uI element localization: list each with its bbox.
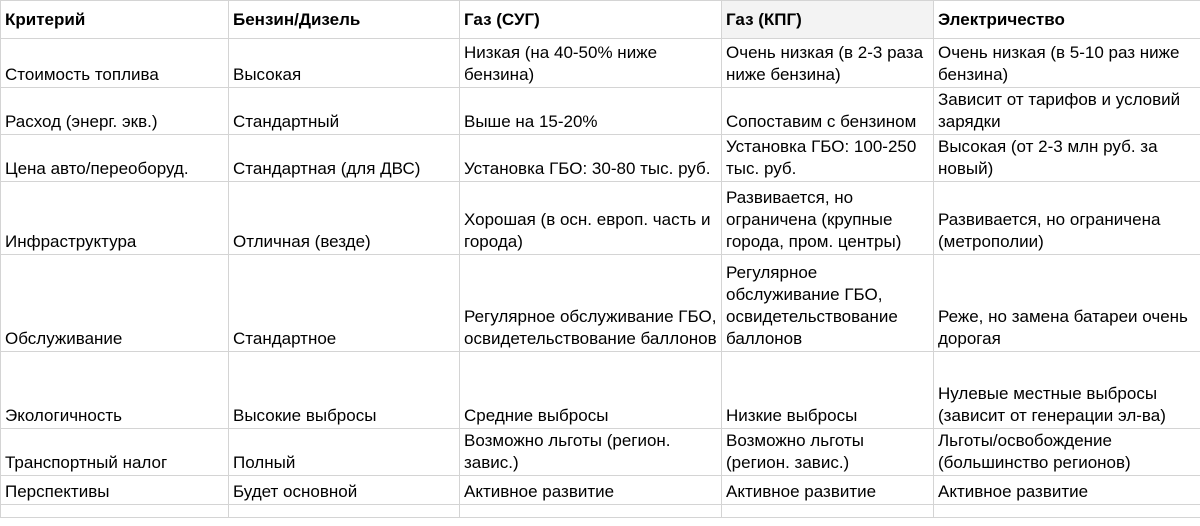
header-lpg[interactable]: Газ (СУГ) bbox=[460, 1, 722, 39]
table-row bbox=[1, 182, 1200, 255]
cell-lpg[interactable]: Возможно льготы (регион. завис.) bbox=[460, 429, 722, 476]
cell-electric[interactable]: Высокая (от 2-3 млн руб. за новый) bbox=[934, 135, 1200, 182]
header-petrol-diesel[interactable]: Бензин/Дизель bbox=[229, 1, 460, 39]
cell-lpg[interactable]: Установка ГБО: 30-80 тыс. руб. bbox=[460, 135, 722, 182]
cell-lpg[interactable]: Низкая (на 40-50% ниже бензина) bbox=[460, 39, 722, 88]
cell-lpg[interactable]: Регулярное обслуживание ГБО, освидетельствование баллонов bbox=[460, 255, 722, 352]
cell-cng[interactable]: Регулярное обслуживание ГБО, освидетельствование баллонов bbox=[722, 255, 934, 352]
table-row bbox=[1, 476, 1200, 505]
table-row bbox=[1, 352, 1200, 429]
cell-cng[interactable]: Развивается, но ограничена (крупные города, пром. центры) bbox=[722, 182, 934, 255]
cell-petrol-diesel[interactable]: Стандартная (для ДВС) bbox=[229, 135, 460, 182]
cell-electric[interactable]: Очень низкая (в 5-10 раз ниже бензина) bbox=[934, 39, 1200, 88]
empty-cell[interactable] bbox=[934, 505, 1200, 518]
cell-criterion[interactable]: Обслуживание bbox=[1, 255, 229, 352]
cell-electric[interactable]: Нулевые местные выбросы (зависит от генерации эл-ва) bbox=[934, 352, 1200, 429]
table-row bbox=[1, 429, 1200, 476]
cell-criterion[interactable]: Инфраструктура bbox=[1, 182, 229, 255]
cell-petrol-diesel[interactable]: Будет основной bbox=[229, 476, 460, 505]
header-row bbox=[1, 1, 1200, 39]
cell-lpg[interactable]: Активное развитие bbox=[460, 476, 722, 505]
header-electric[interactable]: Электричество bbox=[934, 1, 1200, 39]
cell-electric[interactable]: Зависит от тарифов и условий зарядки bbox=[934, 88, 1200, 135]
cell-criterion[interactable]: Цена авто/переоборуд. bbox=[1, 135, 229, 182]
cell-cng[interactable]: Низкие выбросы bbox=[722, 352, 934, 429]
cell-criterion[interactable]: Транспортный налог bbox=[1, 429, 229, 476]
empty-cell[interactable] bbox=[1, 505, 229, 518]
cell-lpg[interactable]: Хорошая (в осн. европ. часть и города) bbox=[460, 182, 722, 255]
empty-row bbox=[1, 505, 1200, 518]
empty-cell[interactable] bbox=[460, 505, 722, 518]
cell-petrol-diesel[interactable]: Стандартное bbox=[229, 255, 460, 352]
cell-criterion[interactable]: Экологичность bbox=[1, 352, 229, 429]
table-row bbox=[1, 88, 1200, 135]
cell-cng[interactable]: Активное развитие bbox=[722, 476, 934, 505]
cell-petrol-diesel[interactable]: Полный bbox=[229, 429, 460, 476]
cell-petrol-diesel[interactable]: Отличная (везде) bbox=[229, 182, 460, 255]
header-cng[interactable]: Газ (КПГ) bbox=[722, 1, 934, 39]
cell-electric[interactable]: Реже, но замена батареи очень дорогая bbox=[934, 255, 1200, 352]
cell-cng[interactable]: Установка ГБО: 100-250 тыс. руб. bbox=[722, 135, 934, 182]
cell-lpg[interactable]: Средние выбросы bbox=[460, 352, 722, 429]
cell-cng[interactable]: Очень низкая (в 2-3 раза ниже бензина) bbox=[722, 39, 934, 88]
table-row bbox=[1, 39, 1200, 88]
cell-cng[interactable]: Возможно льготы (регион. завис.) bbox=[722, 429, 934, 476]
cell-petrol-diesel[interactable]: Стандартный bbox=[229, 88, 460, 135]
cell-criterion[interactable]: Расход (энерг. экв.) bbox=[1, 88, 229, 135]
header-criterion[interactable]: Критерий bbox=[1, 1, 229, 39]
cell-electric[interactable]: Льготы/освобождение (большинство регионов) bbox=[934, 429, 1200, 476]
empty-cell[interactable] bbox=[722, 505, 934, 518]
cell-petrol-diesel[interactable]: Высокая bbox=[229, 39, 460, 88]
table-row bbox=[1, 255, 1200, 352]
cell-electric[interactable]: Развивается, но ограничена (метрополии) bbox=[934, 182, 1200, 255]
cell-lpg[interactable]: Выше на 15-20% bbox=[460, 88, 722, 135]
cell-cng[interactable]: Сопоставим с бензином bbox=[722, 88, 934, 135]
cell-criterion[interactable]: Перспективы bbox=[1, 476, 229, 505]
empty-cell[interactable] bbox=[229, 505, 460, 518]
cell-petrol-diesel[interactable]: Высокие выбросы bbox=[229, 352, 460, 429]
cell-criterion[interactable]: Стоимость топлива bbox=[1, 39, 229, 88]
cell-electric[interactable]: Активное развитие bbox=[934, 476, 1200, 505]
table-row bbox=[1, 135, 1200, 182]
